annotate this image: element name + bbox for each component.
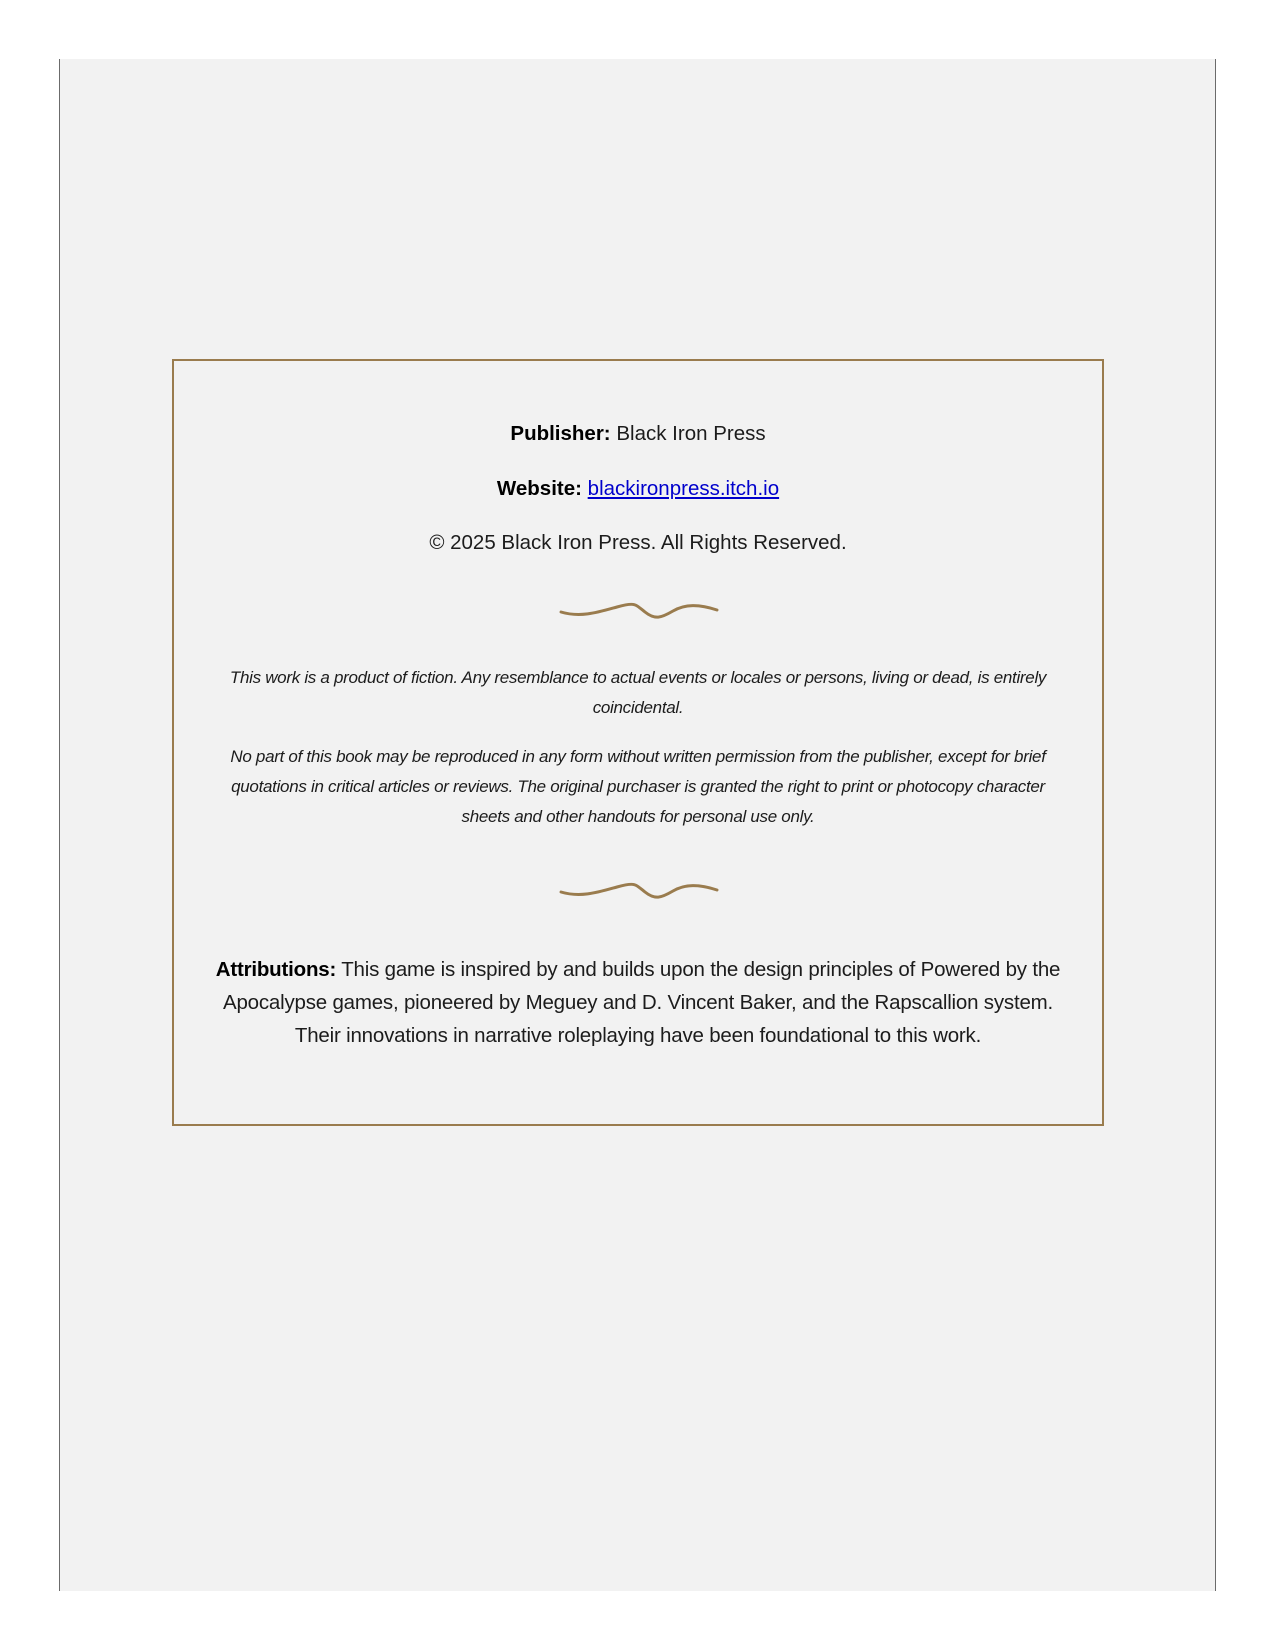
attributions-paragraph [214,953,1062,1052]
website-label: Website: [496,477,582,500]
publisher-line [174,421,1102,447]
attributions-text: This game is inspired by and builds upon the design principles of Powered by the Apocalypse games, pioneered by Meguey and D. Vincent Baker, and the Rapscallion system. Their innovations in narrative roleplaying have been foundational to this work. [222,958,1061,1047]
website-line [174,476,1102,502]
website-link[interactable]: blackironpress.itch.io [587,477,780,500]
document-page [59,59,1216,1591]
reproduction-notice: No part of this book may be reproduced in any form without written permission from the publisher, except for brief quotations in critical articles or reviews. The original purchaser is granted the right to print or photocopy character sheets and other handouts for personal use only. [230,747,1046,826]
attributions-label: Attributions: [215,958,337,981]
colophon-frame [172,359,1104,1126]
publisher-name: Black Iron Press [616,422,766,445]
publisher-label: Publisher: [510,422,611,445]
fiction-notice: This work is a product of fiction. Any resemblance to actual events or locales or persons, living or dead, is entirely coincidental. [229,668,1047,717]
wave-flourish-icon [559,598,719,622]
wave-flourish-icon [559,878,719,902]
copyright-notice: © 2025 Black Iron Press. All Rights Reserved. [429,531,847,554]
